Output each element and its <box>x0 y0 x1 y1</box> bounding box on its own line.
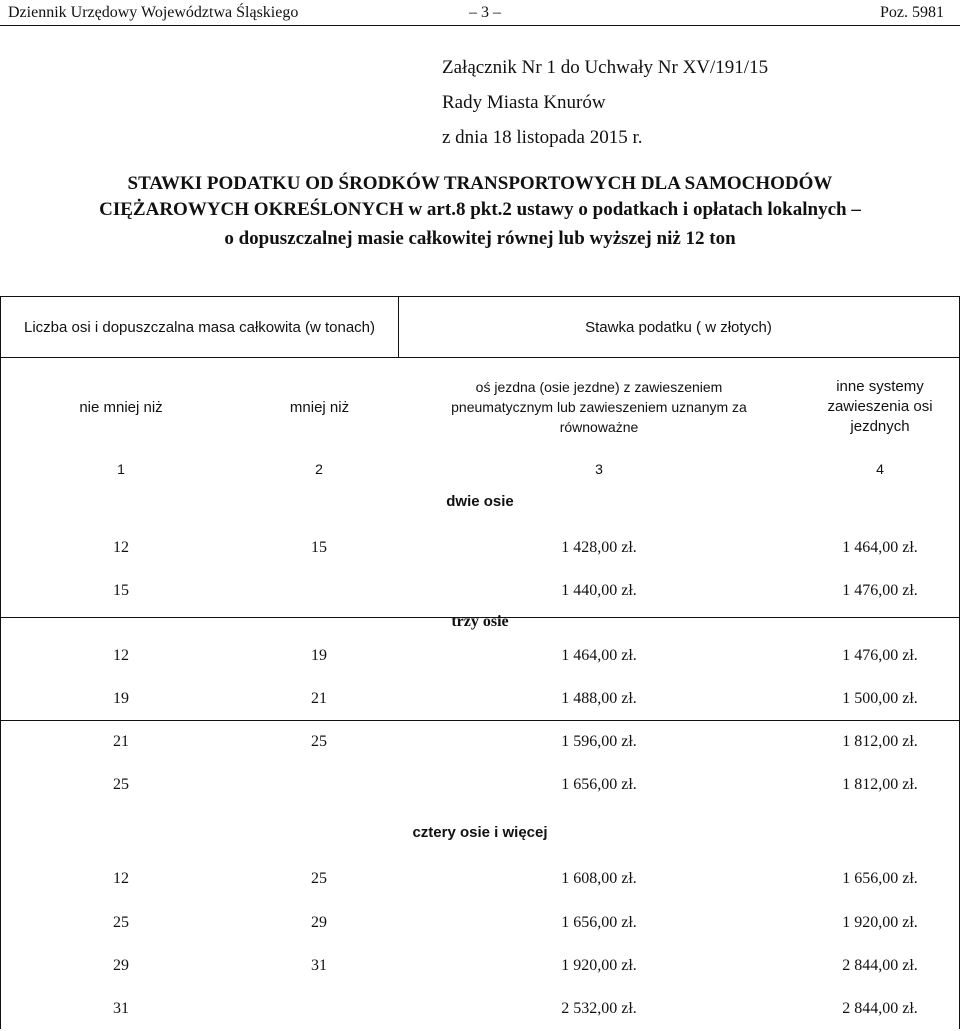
col-header-pneumatic: oś jezdna (osie jezdne) z zawieszeniem pneumatycznym lub zawieszeniem uznanym za równoważne <box>451 379 747 435</box>
group-header-rate: Stawka podatku ( w złotych) <box>585 318 772 336</box>
table-cell: 1 476,00 zł. <box>842 647 918 664</box>
table-cell: 1 812,00 zł. <box>842 733 918 750</box>
annex-line-1: Załącznik Nr 1 do Uchwały Nr XV/191/15 <box>442 57 769 78</box>
annex-line-3: z dnia 18 listopada 2015 r. <box>442 127 643 148</box>
col-header-other: inne systemy zawieszenia osi jezdnych <box>827 378 933 435</box>
table-cell <box>209 763 429 807</box>
table-cell: 12 <box>113 647 129 664</box>
table-cell: 1 656,00 zł. <box>842 870 918 887</box>
table-cell: 2 844,00 zł. <box>842 1000 918 1017</box>
table-cell: 25 <box>113 776 129 793</box>
table-rule <box>1 720 959 721</box>
table-cell: 1 428,00 zł. <box>561 539 637 556</box>
table-cell: 25 <box>311 733 327 750</box>
table-cell: 1 488,00 zł. <box>561 690 637 707</box>
table-cell: 21 <box>311 690 327 707</box>
table-cell: 31 <box>311 957 327 974</box>
table-cell: 1 812,00 zł. <box>842 776 918 793</box>
table-cell: 1 476,00 zł. <box>842 582 918 599</box>
table-cell: 1 920,00 zł. <box>842 914 918 931</box>
col-number-3: 3 <box>595 461 603 477</box>
title-line-2: CIĘŻAROWYCH OKREŚLONYCH w art.8 pkt.2 ustawy o podatkach i opłatach lokalnych – <box>99 199 861 220</box>
table-cell: 1 500,00 zł. <box>842 690 918 707</box>
table-rule <box>1 617 959 618</box>
header-rule <box>0 25 960 26</box>
table-cell: 19 <box>311 647 327 664</box>
col-number-2: 2 <box>315 461 323 477</box>
table-cell: 2 844,00 zł. <box>842 957 918 974</box>
table-cell: 29 <box>311 914 327 931</box>
table-cell: 15 <box>113 582 129 599</box>
page-number: – 3 – <box>469 4 501 21</box>
table-cell: 1 464,00 zł. <box>561 647 637 664</box>
position-number: Poz. 5981 <box>880 4 944 21</box>
section-title: dwie osie <box>446 492 514 510</box>
col-header-min: nie mniej niż <box>79 398 163 416</box>
table-col-rule <box>398 297 399 357</box>
section-title: cztery osie i więcej <box>412 823 548 841</box>
title-line-1: STAWKI PODATKU OD ŚRODKÓW TRANSPORTOWYCH DLA SAMOCHODÓW <box>127 173 833 194</box>
col-header-max: mniej niż <box>289 398 350 416</box>
table-cell: 12 <box>113 870 129 887</box>
table-cell: 21 <box>113 733 129 750</box>
section-title: trzy osie <box>451 613 509 630</box>
table-cell: 1 596,00 zł. <box>561 733 637 750</box>
table-cell: 25 <box>113 914 129 931</box>
table-cell: 31 <box>113 1000 129 1017</box>
annex-line-2: Rady Miasta Knurów <box>442 92 606 113</box>
table-cell: 19 <box>113 690 129 707</box>
table-cell: 1 464,00 zł. <box>842 539 918 556</box>
table-cell: 1 920,00 zł. <box>561 957 637 974</box>
group-header-mass: Liczba osi i dopuszczalna masa całkowita (w tonach) <box>24 318 375 336</box>
table-cell: 1 440,00 zł. <box>561 582 637 599</box>
col-number-1: 1 <box>117 461 125 477</box>
table-cell: 1 656,00 zł. <box>561 776 637 793</box>
table-cell: 12 <box>113 539 129 556</box>
table-cell: 1 656,00 zł. <box>561 914 637 931</box>
page-header <box>8 2 952 26</box>
tax-rate-table <box>0 296 960 1029</box>
table-cell: 15 <box>311 539 327 556</box>
journal-name: Dziennik Urzędowy Województwa Śląskiego <box>8 4 299 21</box>
table-cell <box>209 987 429 1031</box>
table-cell: 29 <box>113 957 129 974</box>
table-cell: 25 <box>311 870 327 887</box>
table-cell: 1 608,00 zł. <box>561 870 637 887</box>
title-line-3: o dopuszczalnej masie całkowitej równej lub wyższej niż 12 ton <box>224 228 736 249</box>
table-cell: 2 532,00 zł. <box>561 1000 637 1017</box>
col-number-4: 4 <box>876 461 884 477</box>
